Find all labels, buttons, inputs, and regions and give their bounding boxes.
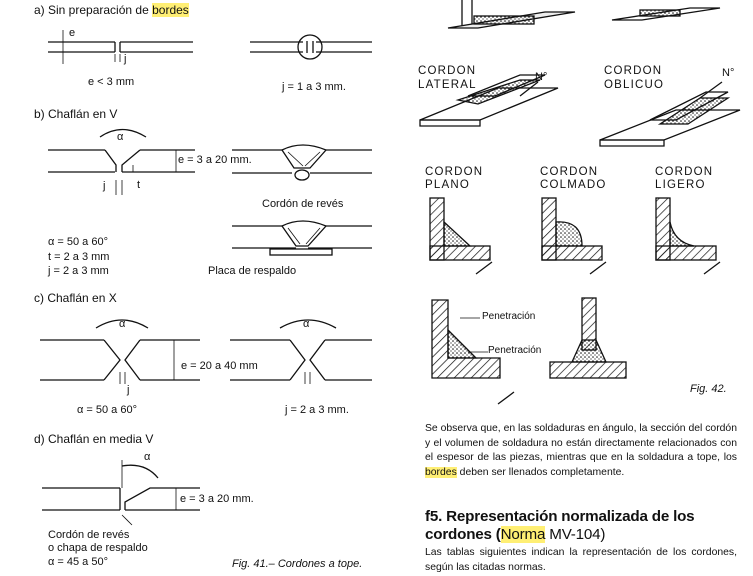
alpha-val-b: α = 50 a 60° — [48, 236, 108, 248]
label-j: j — [124, 53, 127, 65]
label-e-b: e = 3 a 20 mm. — [178, 154, 252, 166]
diagram-fillet-colmado — [542, 198, 602, 260]
chapa-respaldo-d: o chapa de respaldo — [48, 542, 148, 554]
alpha-val-d: α = 45 a 50° — [48, 556, 108, 568]
alpha-val-c: α = 50 a 60° — [77, 404, 137, 416]
eq-e-lt-3: e < 3 mm — [88, 76, 135, 88]
fig41-caption: Fig. 41.– Cordones a tope. — [232, 558, 363, 570]
highlight-norma: Norma — [500, 526, 546, 543]
alpha-d: α — [144, 451, 151, 463]
label-e: e — [69, 27, 76, 39]
paragraph-1: Se observa que, en las soldaduras en ángulo, la sección del cordón y el volumen de soldadura no están directamente relacionados con el espesor de las piezas, mientras que en la soldadura a tope, los bordes deben ser llenados completamente. — [425, 423, 737, 478]
cordon-reves-label: Cordón de revés — [262, 198, 344, 210]
label-e-d: e = 3 a 20 mm. — [180, 493, 254, 505]
diagram-top-plates — [448, 0, 720, 28]
section-d-title: d) Chaflán en media V — [34, 432, 154, 446]
t-val-b: t = 2 a 3 mm — [48, 251, 110, 263]
cordon-colmado-2: COLMADO — [540, 179, 607, 191]
label-e-c: e = 20 a 40 mm — [181, 360, 258, 372]
fig42-caption: Fig. 42. — [690, 383, 727, 395]
alpha-b: α — [117, 131, 124, 143]
section-c-title: c) Chaflán en X — [34, 291, 117, 305]
label-j-b: j — [103, 180, 106, 192]
diagram-penetration-2 — [550, 298, 626, 378]
cordon-oblicuo-1: CORDON — [604, 65, 663, 77]
j-val-c: j = 2 a 3 mm. — [285, 404, 349, 416]
highlight-bordes-2: bordes — [425, 466, 457, 478]
section-f5-heading: f5. Representación normalizada de los cordones (Norma MV-104) — [425, 508, 695, 543]
diagram-b-placa — [232, 221, 372, 255]
diagram-c-x-joint-2 — [230, 320, 372, 384]
label-j-c: j — [127, 384, 130, 396]
cordon-plano-1: CORDON — [425, 166, 484, 178]
diagram-fillet-plano — [430, 198, 490, 260]
penetracion-label-2: Penetración — [488, 345, 542, 356]
cordon-ligero-1: CORDON — [655, 166, 714, 178]
cordon-oblicuo-2: OBLICUO — [604, 79, 665, 91]
highlight-bordes: bordes — [152, 3, 189, 17]
paragraph-2: Las tablas siguientes indican la representación de los cordones, según las citadas normas. — [425, 547, 737, 573]
eq-j: j = 1 a 3 mm. — [282, 81, 346, 93]
cordon-ligero-2: LIGERO — [655, 179, 706, 191]
cordon-reves-d: Cordón de revés — [48, 529, 130, 541]
n-label-2: N° — [722, 67, 735, 79]
penetracion-label-1: Penetración — [482, 311, 536, 322]
diagram-b-cordon-reves — [232, 145, 372, 180]
diagram-fillet-ligero — [656, 198, 716, 260]
weld-symbols — [476, 262, 720, 404]
cordon-lateral-1: CORDON — [418, 65, 477, 77]
cordon-plano-2: PLANO — [425, 179, 470, 191]
cordon-lateral-2: LATERAL — [418, 79, 477, 91]
cordon-colmado-1: CORDON — [540, 166, 599, 178]
label-t-b: t — [137, 179, 141, 191]
diagram-a-right — [250, 35, 372, 59]
placa-respaldo-label: Placa de respaldo — [208, 265, 297, 277]
alpha-c2: α — [303, 318, 310, 330]
j-val-b: j = 2 a 3 mm — [48, 265, 109, 277]
diagram-d-half-v — [42, 460, 200, 525]
n-label-1: N° — [535, 71, 548, 83]
diagram-cordon-oblicuo — [600, 79, 740, 146]
alpha-c: α — [119, 318, 126, 330]
section-b-title: b) Chaflán en V — [34, 107, 118, 121]
section-a-title: a) Sin preparación de bordes — [34, 3, 189, 17]
